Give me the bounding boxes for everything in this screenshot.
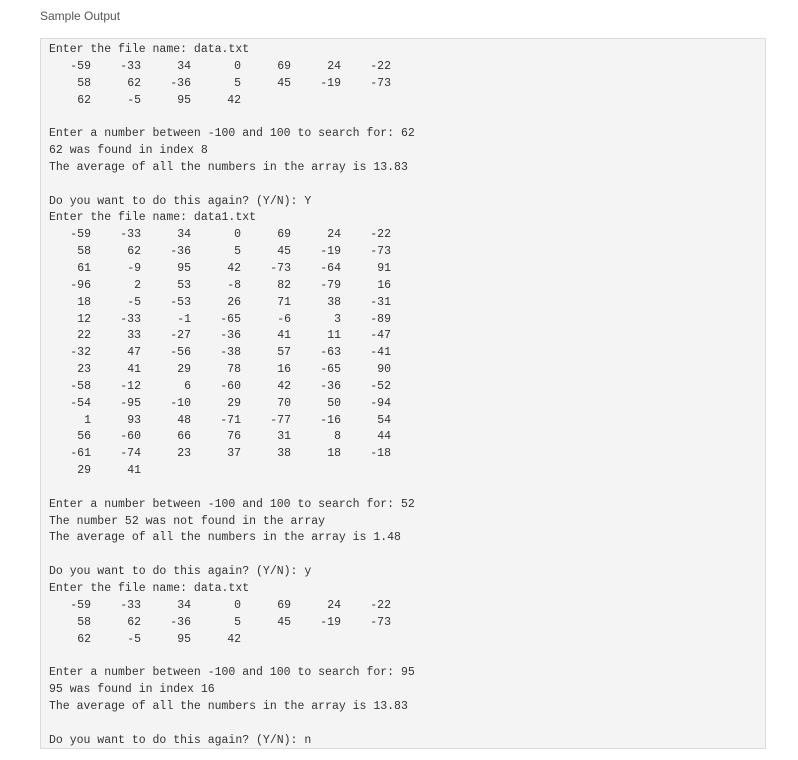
grid-cell: 0 [234,228,241,242]
grid-cell: 45 [277,76,291,90]
grid-cell: 5 [234,245,241,259]
grid-cell: -60 [120,430,141,444]
grid-cell: 95 [177,93,191,107]
grid-cell: -95 [120,396,141,410]
grid-cell: 24 [327,228,341,242]
grid-cell: -73 [270,261,291,275]
grid-cell: 54 [377,413,391,427]
grid-row [49,446,765,463]
grid-row [49,632,765,649]
console-line: Do you want to do this again? (Y/N): n [49,733,312,747]
grid-row [49,615,765,632]
grid-cell: 42 [227,632,241,646]
grid-cell: -19 [320,245,341,259]
grid-cell: -36 [170,615,191,629]
grid-cell: -18 [370,447,391,461]
grid-cell: -59 [70,59,91,73]
grid-row [49,598,765,615]
grid-cell: 5 [234,76,241,90]
console-line: 95 was found in index 16 [49,683,215,697]
console-line: Enter a number between -100 and 100 to search for: 62 [49,127,415,141]
grid-cell: 58 [77,76,91,90]
grid-cell: -71 [220,413,241,427]
grid-row [49,244,765,261]
console-line: The average of all the numbers in the array is 1.48 [49,531,401,545]
grid-cell: -9 [127,261,141,275]
grid-cell: 12 [77,312,91,326]
grid-cell: -61 [70,447,91,461]
grid-cell: -36 [220,329,241,343]
grid-cell: 34 [177,228,191,242]
grid-cell: 58 [77,615,91,629]
grid-cell: -65 [220,312,241,326]
grid-cell: 78 [227,363,241,377]
blank-line [49,480,765,497]
grid-cell: -73 [370,245,391,259]
grid-cell: 16 [277,363,291,377]
grid-cell: 95 [177,261,191,275]
blank-line [49,177,765,194]
grid-cell: -22 [370,59,391,73]
grid-cell: 70 [277,396,291,410]
grid-cell: 22 [77,329,91,343]
grid-cell: -52 [370,379,391,393]
grid-cell: -73 [370,76,391,90]
grid-cell: 56 [77,430,91,444]
grid-row [49,93,765,110]
grid-cell: 50 [327,396,341,410]
grid-cell: 34 [177,59,191,73]
grid-cell: -1 [177,312,191,326]
grid-cell: 93 [127,413,141,427]
grid-cell: 62 [127,245,141,259]
grid-cell: -60 [220,379,241,393]
grid-cell: -54 [70,396,91,410]
grid-cell: 0 [234,59,241,73]
grid-cell: 41 [277,329,291,343]
grid-cell: -31 [370,295,391,309]
grid-cell: 76 [227,430,241,444]
grid-cell: 71 [277,295,291,309]
console-line: The average of all the numbers in the array is 13.83 [49,160,408,174]
grid-cell: 18 [327,447,341,461]
grid-cell: 62 [127,615,141,629]
grid-cell: 24 [327,598,341,612]
grid-row [49,362,765,379]
grid-cell: -22 [370,228,391,242]
grid-cell: 69 [277,228,291,242]
grid-cell: -53 [170,295,191,309]
console-line: Do you want to do this again? (Y/N): y [49,565,312,579]
grid-row [49,76,765,93]
grid-cell: -27 [170,329,191,343]
grid-cell: 41 [127,464,141,478]
grid-row [49,379,765,396]
grid-cell: -5 [127,295,141,309]
console-line: The average of all the numbers in the array is 13.83 [49,699,408,713]
grid-cell: -79 [320,278,341,292]
grid-cell: 0 [234,598,241,612]
grid-cell: 5 [234,615,241,629]
grid-cell: -64 [320,261,341,275]
grid-cell: -94 [370,396,391,410]
grid-cell: 26 [227,295,241,309]
grid-cell: 41 [127,363,141,377]
grid-cell: -12 [120,379,141,393]
grid-cell: -22 [370,598,391,612]
console-line: Do you want to do this again? (Y/N): Y [49,194,312,208]
grid-cell: -32 [70,346,91,360]
grid-row [49,328,765,345]
grid-cell: -77 [270,413,291,427]
grid-cell: -5 [127,93,141,107]
grid-cell: 24 [327,59,341,73]
page-heading: Sample Output [40,9,121,23]
console-line: Enter a number between -100 and 100 to search for: 95 [49,666,415,680]
grid-cell: -8 [227,278,241,292]
grid-cell: -74 [120,447,141,461]
grid-row [49,227,765,244]
grid-cell: -36 [320,379,341,393]
console-line: The number 52 was not found in the array [49,514,326,528]
grid-cell: 62 [77,93,91,107]
grid-cell: 23 [177,447,191,461]
grid-cell: -38 [220,346,241,360]
grid-row [49,295,765,312]
grid-cell: 69 [277,59,291,73]
grid-cell: 42 [227,261,241,275]
console-output [40,38,766,749]
grid-cell: 66 [177,430,191,444]
grid-cell: -58 [70,379,91,393]
number-grid [49,59,765,110]
grid-cell: 29 [77,464,91,478]
grid-row [49,278,765,295]
console-line: Enter the file name: data.txt [49,43,250,56]
grid-cell: 69 [277,598,291,612]
grid-cell: 38 [277,447,291,461]
grid-row [49,463,765,480]
grid-cell: 37 [227,447,241,461]
grid-cell: -89 [370,312,391,326]
grid-row [49,345,765,362]
grid-cell: 38 [327,295,341,309]
grid-cell: 31 [277,430,291,444]
grid-cell: 8 [334,430,341,444]
grid-cell: -36 [170,76,191,90]
number-grid [49,598,765,649]
grid-cell: 42 [227,93,241,107]
grid-cell: 11 [327,329,341,343]
grid-cell: -63 [320,346,341,360]
grid-cell: -33 [120,59,141,73]
grid-cell: -33 [120,312,141,326]
console-line: Enter the file name: data1.txt [49,211,257,225]
grid-cell: -19 [320,76,341,90]
grid-cell: 29 [227,396,241,410]
grid-cell: 18 [77,295,91,309]
grid-cell: 3 [334,312,341,326]
grid-row [49,312,765,329]
console-line: Enter the file name: data.txt [49,582,250,595]
grid-cell: -5 [127,632,141,646]
grid-cell: 1 [84,413,91,427]
grid-cell: -59 [70,228,91,242]
grid-cell: 45 [277,245,291,259]
grid-cell: 2 [134,278,141,292]
console-line: Enter a number between -100 and 100 to search for: 52 [49,497,415,511]
grid-cell: 23 [77,363,91,377]
grid-cell: -59 [70,598,91,612]
grid-cell: 82 [277,278,291,292]
grid-cell: 61 [77,261,91,275]
grid-cell: -73 [370,615,391,629]
grid-row [49,429,765,446]
grid-cell: 29 [177,363,191,377]
grid-cell: -56 [170,346,191,360]
grid-cell: -41 [370,346,391,360]
grid-row [49,413,765,430]
grid-cell: 57 [277,346,291,360]
grid-cell: 91 [377,261,391,275]
grid-cell: -96 [70,278,91,292]
grid-row [49,261,765,278]
grid-cell: 6 [184,379,191,393]
grid-cell: 42 [277,379,291,393]
grid-row [49,59,765,76]
blank-line [49,547,765,564]
console-line: 62 was found in index 8 [49,144,208,158]
grid-cell: -65 [320,363,341,377]
grid-cell: 45 [277,615,291,629]
grid-cell: 90 [377,363,391,377]
grid-cell: -33 [120,228,141,242]
grid-cell: 34 [177,598,191,612]
grid-cell: 33 [127,329,141,343]
grid-cell: -36 [170,245,191,259]
grid-cell: 95 [177,632,191,646]
grid-cell: -10 [170,396,191,410]
blank-line [49,109,765,126]
grid-cell: -19 [320,615,341,629]
grid-cell: 44 [377,430,391,444]
grid-cell: -16 [320,413,341,427]
grid-cell: -33 [120,598,141,612]
number-grid [49,227,765,480]
grid-cell: -6 [277,312,291,326]
blank-line [49,648,765,665]
grid-cell: 53 [177,278,191,292]
grid-cell: 16 [377,278,391,292]
grid-cell: 58 [77,245,91,259]
grid-cell: 62 [127,76,141,90]
grid-cell: 47 [127,346,141,360]
grid-row [49,396,765,413]
grid-cell: -47 [370,329,391,343]
grid-cell: 48 [177,413,191,427]
grid-cell: 62 [77,632,91,646]
blank-line [49,716,765,733]
